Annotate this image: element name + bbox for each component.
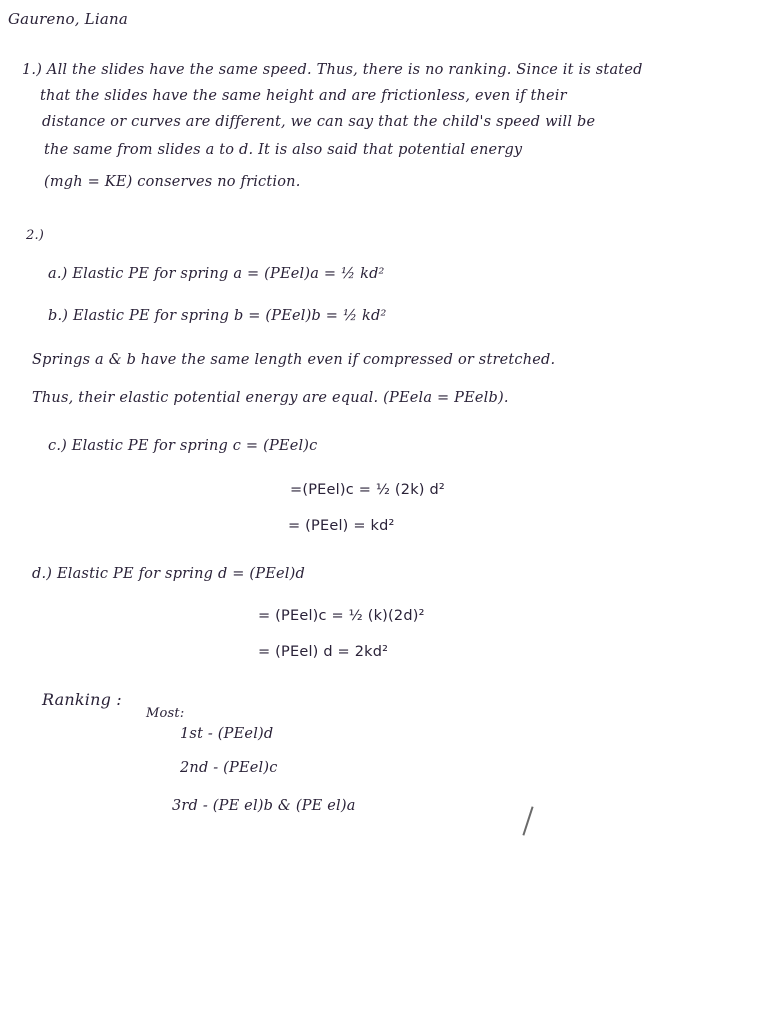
answer1-line: distance or curves are different, we can say that the child's speed will be [42, 114, 596, 130]
part-b: b.) Elastic PE for spring b = (PEel)b = ½ kd² [48, 308, 387, 324]
ranking-most: Most: [146, 706, 185, 721]
pen-mark [522, 806, 533, 835]
ranking-third: 3rd - (PE el)b & (PE el)a [172, 798, 356, 814]
ranking-second: 2nd - (PEel)c [180, 760, 278, 776]
answer1-line: (mgh = KE) conserves no friction. [44, 174, 301, 190]
ranking-title: Ranking : [42, 690, 122, 709]
answer2-number: 2.) [26, 228, 45, 243]
answer1-line: that the slides have the same height and are frictionless, even if their [40, 88, 567, 104]
explanation-line: Thus, their elastic potential energy are equal. (PEela = PEelb). [32, 390, 509, 406]
part-a: a.) Elastic PE for spring a = (PEel)a = ½ kd² [48, 266, 385, 282]
answer1-line: 1.) All the slides have the same speed. Thus, there is no ranking. Since it is stated [22, 62, 643, 78]
ranking-first: 1st - (PEel)d [180, 726, 274, 742]
part-d-label: d.) Elastic PE for spring d = (PEel)d [32, 566, 305, 582]
part-c-step1: =(PEel)c = ½ (2k) d² [290, 482, 445, 498]
answer1-line: the same from slides a to d. It is also said that potential energy [44, 142, 523, 158]
part-c-label: c.) Elastic PE for spring c = (PEel)c [48, 438, 318, 454]
part-d-step1: = (PEel)c = ½ (k)(2d)² [258, 608, 425, 624]
part-c-step2: = (PEel) = kd² [288, 518, 395, 534]
explanation-line: Springs a & b have the same length even if compressed or stretched. [32, 352, 556, 368]
part-d-step2: = (PEel) d = 2kd² [258, 644, 389, 660]
student-name: Gaureno, Liana [8, 10, 128, 28]
